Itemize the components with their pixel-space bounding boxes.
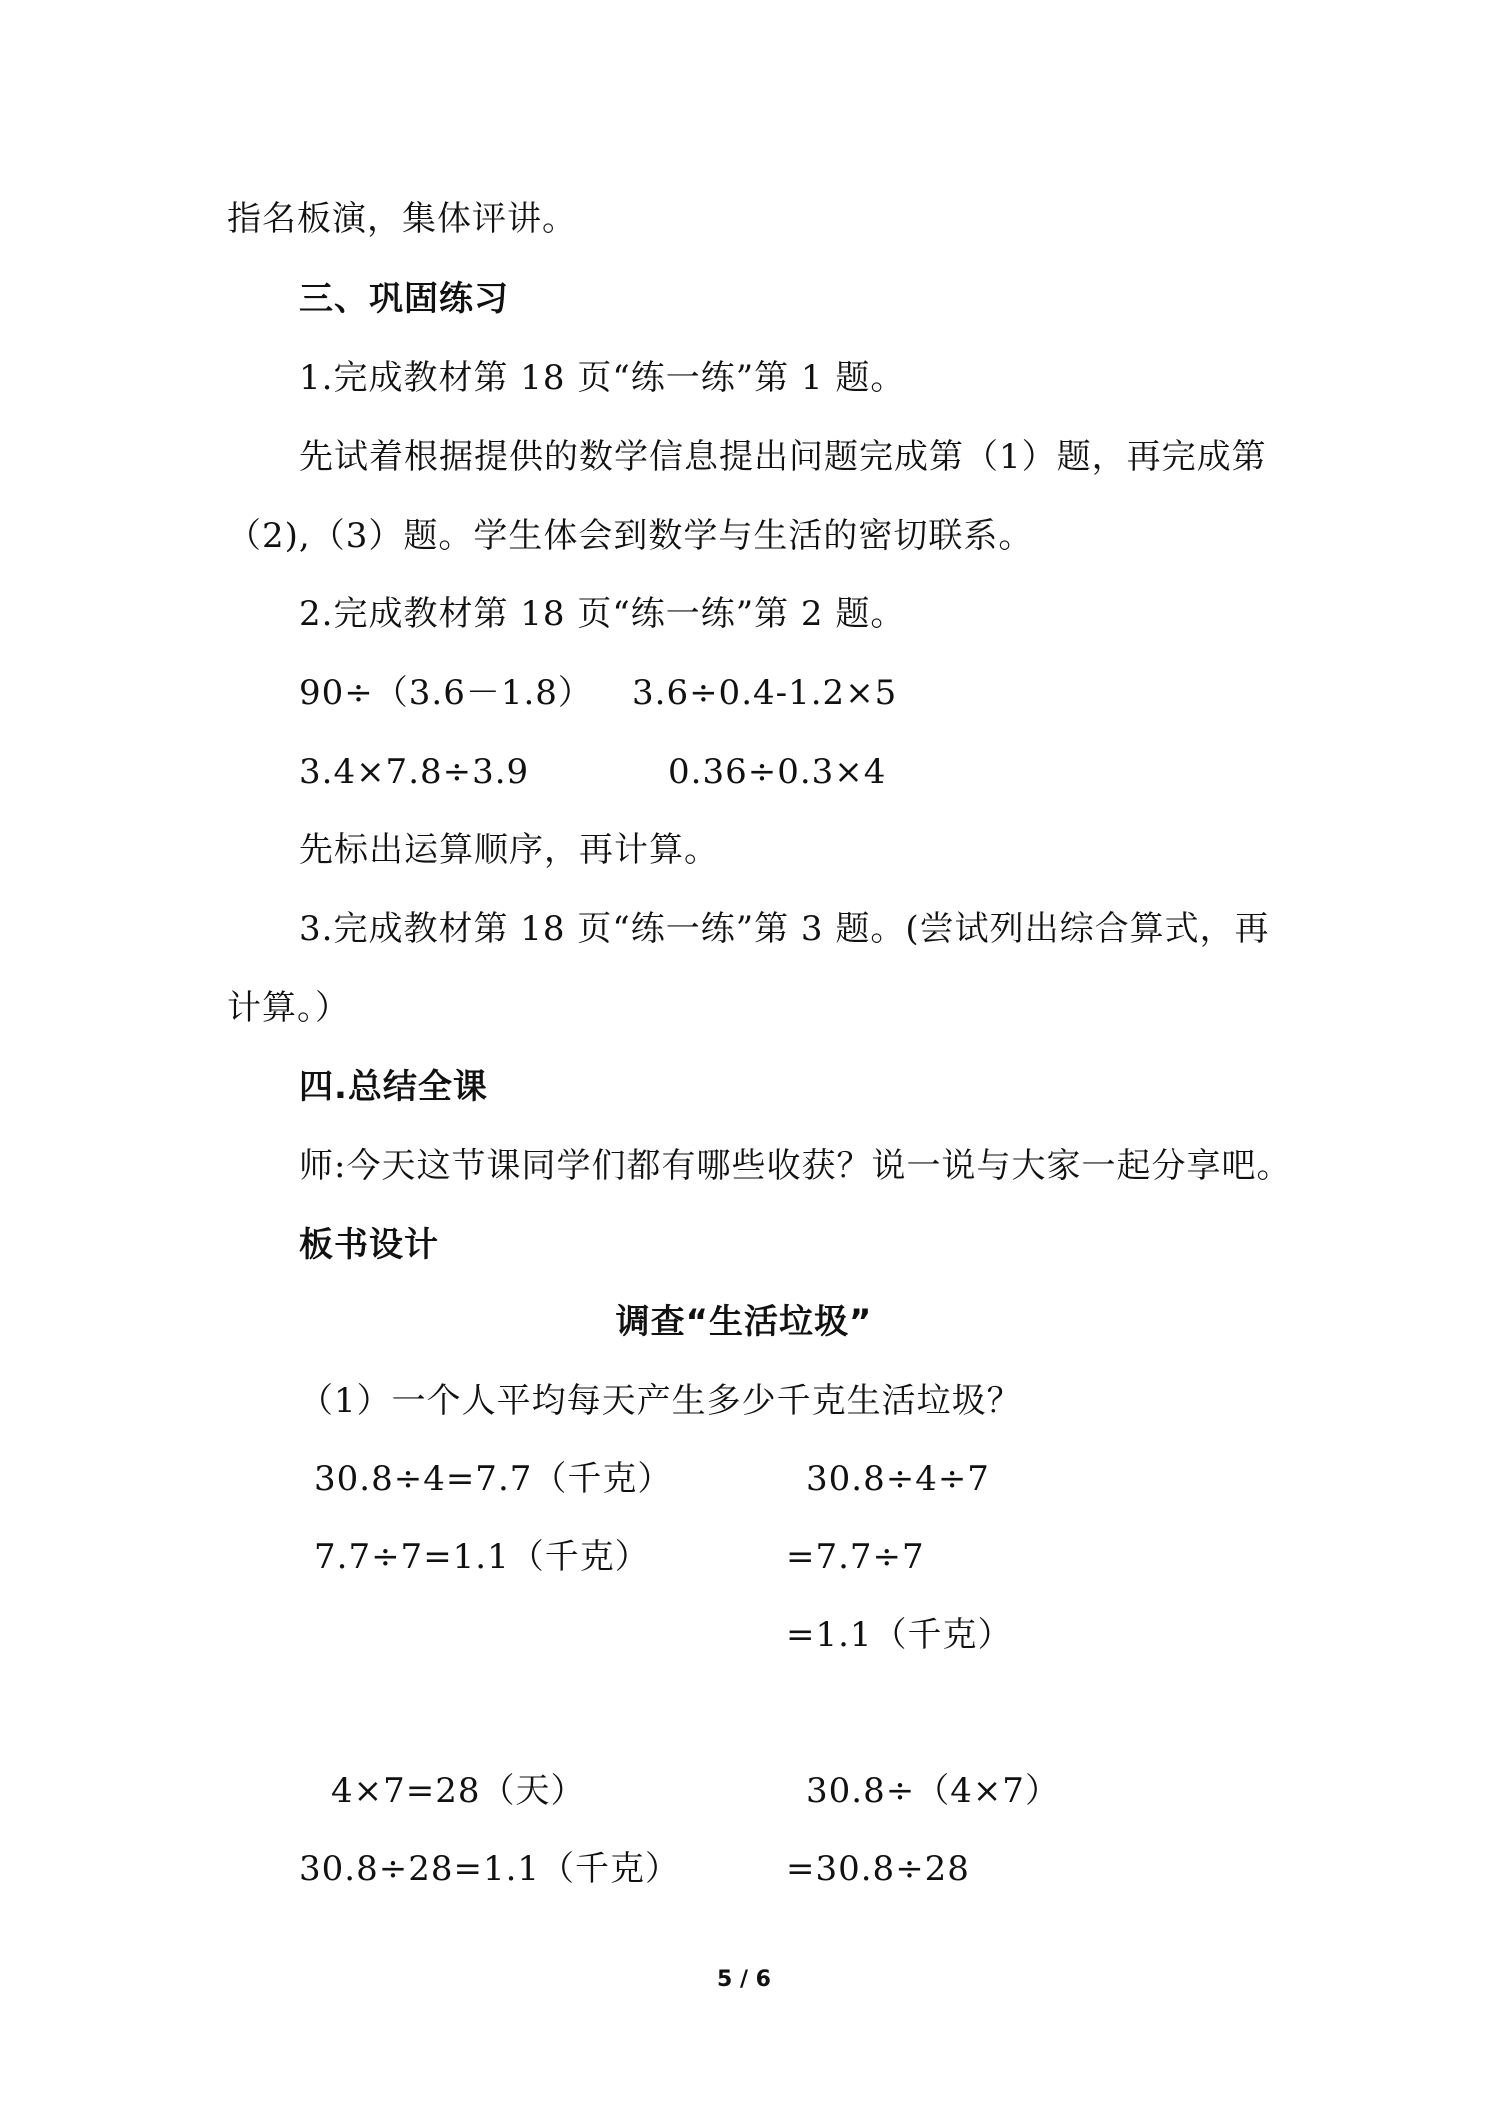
section-heading: 四.总结全课	[299, 1067, 488, 1107]
paragraph-line: 先试着根据提供的数学信息提出问题完成第（1）题，再完成第	[299, 437, 1267, 477]
board-question: （1）一个人平均每天产生多少千克生活垃圾？	[299, 1381, 1022, 1421]
section-heading: 三、巩固练习	[299, 279, 509, 319]
board-step: =1.1（千克）	[786, 1615, 1013, 1655]
paragraph-line: 3.完成教材第 18 页“练一练”第 3 题。(尝试列出综合算式，再	[299, 909, 1270, 949]
paragraph-line: 1.完成教材第 18 页“练一练”第 1 题。	[299, 358, 906, 398]
expression: 3.4×7.8÷3.9	[299, 752, 530, 792]
board-step: 30.8÷（4×7）	[806, 1771, 1060, 1811]
paragraph-line: 师:今天这节课同学们都有哪些收获？说一说与大家一起分享吧。	[299, 1146, 1292, 1186]
expression: 90÷（3.6－1.8）	[299, 673, 593, 713]
expression: 0.36÷0.3×4	[668, 752, 887, 792]
expression: 3.6÷0.4-1.2×5	[632, 673, 898, 713]
board-step: 4×7=28（天）	[331, 1771, 586, 1811]
board-step: 30.8÷4÷7	[806, 1459, 990, 1499]
board-step: =30.8÷28	[786, 1849, 970, 1889]
board-step: 30.8÷4=7.7（千克）	[314, 1459, 673, 1499]
paragraph-line: （2),（3）题。学生体会到数学与生活的密切联系。	[227, 516, 1034, 556]
board-step: =7.7÷7	[786, 1537, 925, 1577]
board-step: 30.8÷28=1.1（千克）	[299, 1849, 681, 1889]
paragraph-line: 2.完成教材第 18 页“练一练”第 2 题。	[299, 594, 906, 634]
paragraph-line: 计算。）	[227, 988, 350, 1028]
paragraph-line: 指名板演，集体评讲。	[227, 199, 577, 239]
paragraph-line: 先标出运算顺序，再计算。	[299, 830, 719, 870]
page-number: 5 / 6	[717, 1967, 771, 1992]
board-design-label: 板书设计	[299, 1225, 439, 1265]
board-title: 调查“生活垃圾”	[615, 1302, 873, 1342]
board-step: 7.7÷7=1.1（千克）	[314, 1537, 650, 1577]
